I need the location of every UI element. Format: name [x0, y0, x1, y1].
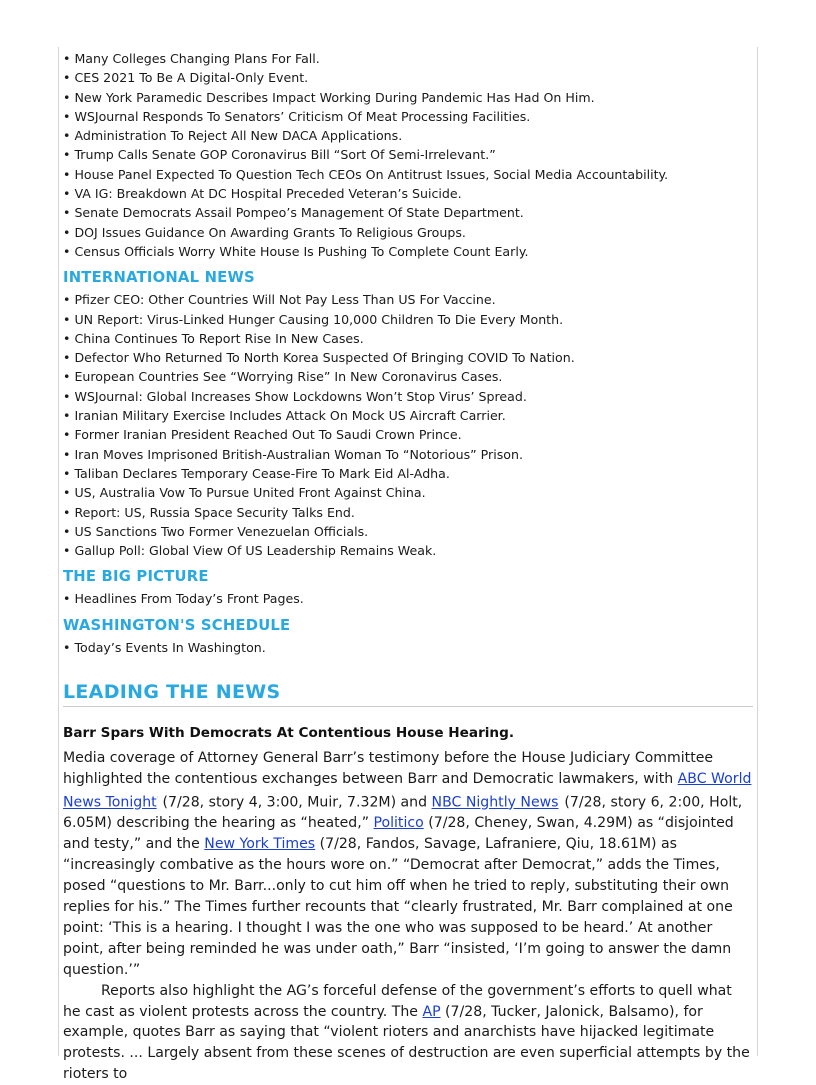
source-link-ap[interactable]: AP — [422, 1003, 441, 1020]
source-link-nbc[interactable]: NBC Nightly News — [431, 794, 559, 811]
story-paragraph-1 — [63, 748, 753, 981]
headline-item[interactable]: • Taliban Declares Temporary Cease-Fire To Mark Eid Al-Adha. — [63, 464, 753, 483]
headline-item[interactable]: • Iranian Military Exercise Includes Attack On Mock US Aircraft Carrier. — [63, 406, 753, 425]
headline-item[interactable]: • CES 2021 To Be A Digital-Only Event. — [63, 68, 753, 87]
headline-item[interactable]: • House Panel Expected To Question Tech CEOs On Antitrust Issues, Social Media Accountability. — [63, 165, 753, 184]
headline-item[interactable]: • Iran Moves Imprisoned British-Australian Woman To “Notorious” Prison. — [63, 445, 753, 464]
story-text: Media coverage of Attorney General Barr’s testimony before the House Judiciary Committee highlighted the contentious exchanges between Barr and Democratic lawmakers, with — [63, 750, 714, 787]
story-text: (7/28, story 4, 3:00, Muir, 7.32M) and — [158, 794, 432, 811]
headline-item[interactable]: • Gallup Poll: Global View Of US Leadership Remains Weak. — [63, 541, 753, 560]
headline-item[interactable]: • VA IG: Breakdown At DC Hospital Preceded Veteran’s Suicide. — [63, 184, 753, 203]
headline-item[interactable]: • Senate Democrats Assail Pompeo’s Management Of State Department. — [63, 203, 753, 222]
headline-item[interactable]: • New York Paramedic Describes Impact Working During Pandemic Has Had On Him. — [63, 88, 753, 107]
top-headline-list — [63, 49, 753, 261]
washington-schedule-heading: WASHINGTON'S SCHEDULE — [63, 616, 291, 634]
source-link-politico[interactable]: Politico — [373, 815, 424, 832]
headline-item[interactable]: • Former Iranian President Reached Out To Saudi Crown Prince. — [63, 425, 753, 444]
international-news-heading: INTERNATIONAL NEWS — [63, 269, 255, 287]
headline-item[interactable]: • China Continues To Report Rise In New Cases. — [63, 329, 753, 348]
headline-item[interactable]: • Pfizer CEO: Other Countries Will Not Pay Less Than US For Vaccine. — [63, 290, 753, 309]
headline-item[interactable]: • US Sanctions Two Former Venezuelan Officials. — [63, 522, 753, 541]
link-marker: ′ — [156, 795, 159, 803]
headline-item[interactable]: • US, Australia Vow To Pursue United Front Against China. — [63, 483, 753, 502]
headline-item[interactable]: • Administration To Reject All New DACA Applications. — [63, 126, 753, 145]
story-text: (7/28, Tucker, Jalonick, Balsamo), for example, quotes Barr as saying that “violent rioters and anarchists have hijacked legitimate protests. ... Largely absent from these scenes of destruction are even superficial attempts by the rioters to — [63, 1003, 750, 1083]
headline-item[interactable]: • European Countries See “Worrying Rise” In New Coronavirus Cases. — [63, 367, 753, 386]
leading-the-news-heading: LEADING THE NEWS — [63, 679, 753, 707]
headline-item[interactable]: • DOJ Issues Guidance On Awarding Grants To Religious Groups. — [63, 223, 753, 242]
headline-item[interactable]: • Many Colleges Changing Plans For Fall. — [63, 49, 753, 68]
story-text: Reports also highlight the AG’s forceful defense of the government’s efforts to quell what he cast as violent protests across the country. The — [63, 982, 732, 1020]
big-picture-heading: THE BIG PICTURE — [63, 568, 209, 586]
headline-item[interactable]: • Trump Calls Senate GOP Coronavirus Bill “Sort Of Semi-Irrelevant.” — [63, 145, 753, 164]
washington-schedule-list — [63, 638, 753, 657]
story-text: (7/28, Fandos, Savage, Lafraniere, Qiu, 18.61M) as “increasingly combative as the hours wore on.” “Democrat after Democrat,” adds the Times, posed “questions to Mr. Barr...only to cut him off when he tried to reply, substituting their own replies for his.” The Times further recounts that “clearly frustrated, Mr. Barr complained at one point: ‘This is a hearing. I thought I was the one who was supposed to be heard.’ At another point, after being reminded he was under oath,” Barr “insisted, ‘I’m going to answer the damn question.’” — [63, 836, 733, 978]
headline-item[interactable]: • Headlines From Today’s Front Pages. — [63, 589, 753, 608]
international-headline-list — [63, 290, 753, 560]
story-paragraph-2 — [63, 981, 753, 1085]
headline-item[interactable]: • WSJournal: Global Increases Show Lockdowns Won’t Stop Virus’ Spread. — [63, 387, 753, 406]
headline-item[interactable]: • Census Officials Worry White House Is Pushing To Complete Count Early. — [63, 242, 753, 261]
source-link-nytimes[interactable]: New York Times — [204, 836, 316, 853]
story-title: Barr Spars With Democrats At Contentious House Hearing. — [63, 725, 515, 742]
page-frame-left — [58, 47, 59, 1056]
headline-item[interactable]: • UN Report: Virus-Linked Hunger Causing 10,000 Children To Die Every Month. — [63, 310, 753, 329]
link-marker: ′ — [558, 795, 560, 803]
briefing-content — [63, 49, 753, 1085]
headline-item[interactable]: • Defector Who Returned To North Korea Suspected Of Bringing COVID To Nation. — [63, 348, 753, 367]
headline-item[interactable]: • WSJournal Responds To Senators’ Criticism Of Meat Processing Facilities. — [63, 107, 753, 126]
page-frame-right — [757, 47, 758, 1056]
story-text: (7/28, Cheney, Swan, 4.29M) as “disjointed and testy,” and the — [63, 815, 734, 853]
big-picture-list — [63, 589, 753, 608]
headline-item[interactable]: • Report: US, Russia Space Security Talks End. — [63, 503, 753, 522]
headline-item[interactable]: • Today’s Events In Washington. — [63, 638, 753, 657]
source-link-abc[interactable]: ABC World News Tonight — [63, 770, 752, 811]
story-text: (7/28, story 6, 2:00, Holt, 6.05M) describing the hearing as “heated,” — [63, 794, 743, 832]
